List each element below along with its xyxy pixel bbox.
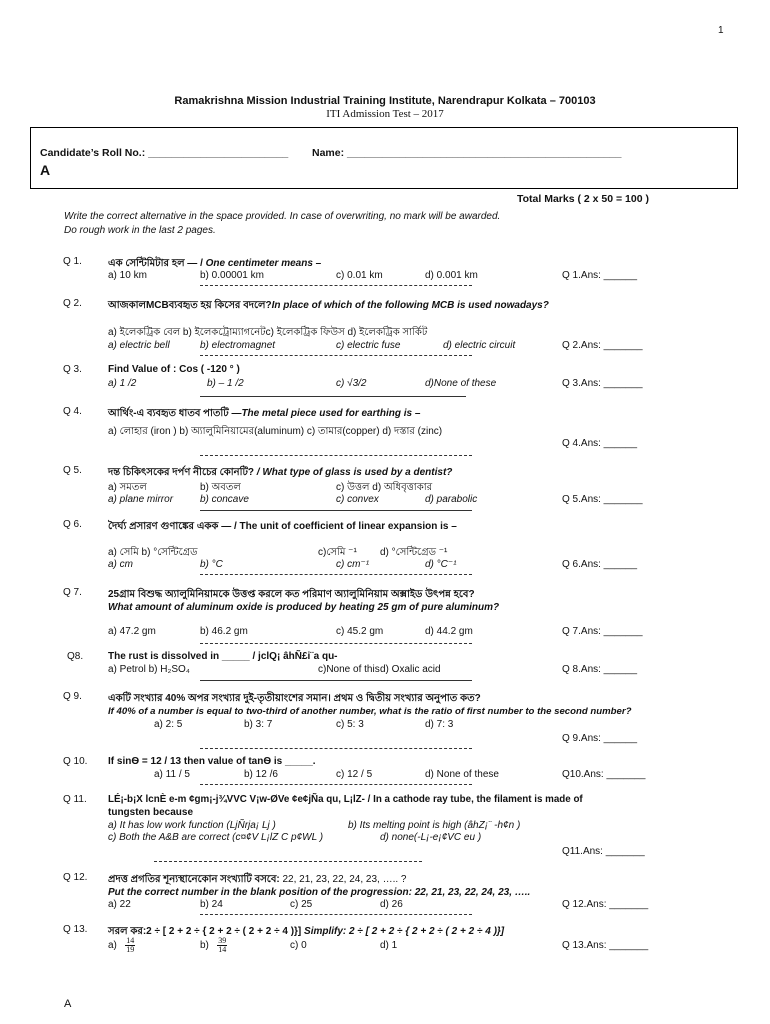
- q12-number: Q 12.: [63, 872, 88, 883]
- rough-line: [200, 574, 472, 575]
- q7-number: Q 7.: [63, 587, 82, 598]
- q11-text: LÉ¡-b¡X lcnÈ e-m ¢gm¡-j¾VVC V¡w-ØVe ¢e¢jÑa qu, L¡lZ- / In a cathode ray tube, the filament is made of: [108, 794, 583, 805]
- q13-option-b: b) $\frac{39}{14}$: [200, 936, 227, 954]
- page-number: 1: [718, 25, 724, 36]
- q12-text: প্রদত্ত প্রগতির শূন্যস্থানেকোন সংখ্যাটি বসবে: 22, 21, 23, 22, 24, 23, ….. ?: [108, 874, 407, 885]
- q2-answer[interactable]: Q 2.Ans: _______: [562, 340, 643, 351]
- q9-text-bn: একটি সংখ্যার 40% অপর সংখ্যার দুই-তৃতীয়াংশের সমান। প্রথম ও দ্বিতীয় সংখ্যার অনুপাত কত?: [108, 693, 481, 704]
- q12-text-en: Put the correct number in the blank position of the progression: 22, 21, 23, 22, 24, 23, …..: [108, 887, 531, 898]
- q13-answer[interactable]: Q 13.Ans: _______: [562, 940, 649, 951]
- rough-line: [200, 355, 472, 356]
- q13-option-a: a) $\frac{14}{19}$: [108, 936, 135, 954]
- q7-answer[interactable]: Q 7.Ans: _______: [562, 626, 643, 637]
- q5-answer[interactable]: Q 5.Ans: _______: [562, 494, 643, 505]
- q4-answer[interactable]: Q 4.Ans: ______: [562, 438, 638, 449]
- q1-option-a: a) 10 km: [108, 270, 147, 281]
- q6-option-a: a) cm: [108, 559, 133, 570]
- q12-option-b: b) 24: [200, 899, 223, 910]
- q13-number: Q 13.: [63, 924, 88, 935]
- q8-option-ab: a) Petrol b) H₂SO₄: [108, 664, 190, 675]
- q9-number: Q 9.: [63, 691, 82, 702]
- q13-option-d: d) 1: [380, 940, 398, 951]
- q9-answer[interactable]: Q 9.Ans: ______: [562, 733, 638, 744]
- q11-number: Q 11.: [63, 794, 87, 805]
- institute-title: Ramakrishna Mission Industrial Training Institute, Narendrapur Kolkata – 700103: [174, 95, 596, 107]
- q5-option-c: c) convex: [336, 494, 379, 505]
- q2-options-bengali: a) ইলেকট্রিক বেল b) ইলেকট্রোম্যাগনেটc) ইলেকট্রিক ফিউস d) ইলেকট্রিক সার্কিট: [108, 327, 428, 338]
- q6-number: Q 6.: [63, 519, 82, 530]
- q1-number: Q 1.: [63, 256, 82, 267]
- q5-option-b: b) concave: [200, 494, 249, 505]
- fraction-b: $\frac{39}{14}$: [218, 936, 227, 954]
- q2-option-b: b) electromagnet: [200, 340, 276, 351]
- q12-answer[interactable]: Q 12.Ans: _______: [562, 899, 649, 910]
- rough-line: [200, 914, 472, 915]
- q13-text: সরল কর:2 ÷ [ 2 + 2 ÷ { 2 + 2 ÷ ( 2 + 2 ÷ 4 )}] Simplify: 2 ÷ [ 2 + 2 ÷ { 2 + 2 ÷ ( 2 + 2 ÷ 4 )}]: [108, 926, 505, 937]
- q2-option-d: d) electric circuit: [443, 340, 516, 351]
- q9-text-en: If 40% of a number is equal to two-third of another number, what is the ratio of first number to the second number?: [108, 706, 632, 717]
- q5-option-b-bn: b) অবতল: [200, 482, 241, 493]
- q5-number: Q 5.: [63, 465, 82, 476]
- q10-number: Q 10.: [63, 756, 88, 767]
- q10-option-d: d) None of these: [425, 769, 499, 780]
- q8-answer[interactable]: Q 8.Ans: ______: [562, 664, 638, 675]
- rough-line: [200, 285, 472, 286]
- q9-option-a: a) 2: 5: [154, 719, 183, 730]
- q11-option-b: b) Its melting point is high (âhZ¡¨ -h¢n ): [348, 820, 521, 831]
- q3-option-d: d)None of these: [425, 378, 497, 389]
- q9-option-c: c) 5: 3: [336, 719, 364, 730]
- q5-option-a: a) plane mirror: [108, 494, 174, 505]
- q11-text-cont: tungsten because: [108, 807, 194, 818]
- q6-option-d: d) °C⁻¹: [425, 559, 457, 570]
- q2-option-c: c) electric fuse: [336, 340, 401, 351]
- q5-text: দন্ত চিকিৎসকের দর্পণ নীচের কোনটি? / What type of glass is used by a dentist?: [108, 467, 453, 478]
- q7-option-c: c) 45.2 gm: [336, 626, 384, 637]
- q8-number: Q8.: [67, 651, 84, 662]
- q9-option-b: b) 3: 7: [244, 719, 273, 730]
- rough-line: [200, 510, 472, 511]
- roll-number-field[interactable]: Candidate’s Roll No.: ________________________: [40, 147, 289, 159]
- q2-number: Q 2.: [63, 298, 82, 309]
- name-field[interactable]: Name: _______________________________________________: [312, 147, 622, 159]
- q3-option-c: c) √3/2: [336, 378, 367, 389]
- q3-answer[interactable]: Q 3.Ans: _______: [562, 378, 643, 389]
- q10-answer[interactable]: Q10.Ans: _______: [562, 769, 646, 780]
- q7-option-b: b) 46.2 gm: [200, 626, 248, 637]
- q9-option-d: d) 7: 3: [425, 719, 454, 730]
- rough-line: [200, 643, 472, 644]
- rough-line: [200, 396, 466, 397]
- q12-option-d: d) 26: [380, 899, 403, 910]
- q10-option-c: c) 12 / 5: [336, 769, 373, 780]
- total-marks: Total Marks ( 2 x 50 = 100 ): [517, 193, 649, 205]
- q4-options: a) লোহার (iron ) b) অ্যালুমিনিয়ামের(aluminum) c) তামার(copper) d) দস্তার (zinc): [108, 426, 443, 437]
- q13-option-c: c) 0: [290, 940, 307, 951]
- q6-option-ab-bn: a) সেমি b) °সেন্টিগ্রেড: [108, 547, 198, 558]
- q3-number: Q 3.: [63, 364, 82, 375]
- q4-text: আর্থিং-এ ব্যবহৃত ধাতব পাতটি —The metal piece used for earthing is –: [108, 408, 421, 419]
- q5-option-d: d) parabolic: [425, 494, 478, 505]
- q12-option-c: c) 25: [290, 899, 313, 910]
- q1-text: এক সেন্টিমিটার হল — / One centimeter means –: [108, 258, 322, 269]
- q6-text: দৈর্ঘ্য প্রসারণ গুণাঙ্কের একক — / The unit of coefficient of linear expansion is –: [108, 521, 457, 532]
- q1-option-d: d) 0.001 km: [425, 270, 478, 281]
- q7-text-bn: 25গ্রাম বিশুদ্ধ অ্যালুমিনিয়ামকে উত্তপ্ত করলে কত পরিমাণ অ্যালুমিনিয়াম অক্সাইড উৎপন্ন হবে?: [108, 589, 475, 600]
- q7-option-d: d) 44.2 gm: [425, 626, 473, 637]
- q4-number: Q 4.: [63, 406, 82, 417]
- rough-line: [200, 680, 472, 681]
- q12-option-a: a) 22: [108, 899, 131, 910]
- footer-set-label: A: [64, 998, 72, 1010]
- rough-line: [200, 455, 472, 456]
- q11-option-a: a) It has low work function (LjÑrja¡ Lj ): [108, 820, 276, 831]
- q2-text: আজকালMCBব্যবহৃত হয় কিসের বদলে?In place of which of the following MCB is used nowadays?: [108, 300, 549, 311]
- rough-line: [200, 748, 472, 749]
- instruction-line-2: Do rough work in the last 2 pages.: [64, 225, 216, 236]
- rough-line: [200, 784, 472, 785]
- q8-option-d: d) Oxalic acid: [380, 664, 441, 675]
- q10-text: If sinѲ = 12 / 13 then value of tanѲ is _____.: [108, 756, 316, 767]
- q8-option-c: c)None of this: [318, 664, 380, 675]
- instruction-line-1: Write the correct alternative in the space provided. In case of overwriting, no mark will be awarded.: [64, 211, 501, 222]
- q7-text-en: What amount of aluminum oxide is produced by heating 25 gm of pure aluminum?: [108, 602, 500, 613]
- q10-option-b: b) 12 /6: [244, 769, 278, 780]
- fraction-a: $\frac{14}{19}$: [126, 936, 135, 954]
- q3-option-b: b) – 1 /2: [207, 378, 244, 389]
- q7-option-a: a) 47.2 gm: [108, 626, 156, 637]
- rough-line: [154, 861, 422, 862]
- q11-option-d: d) none(-L¡-e¡¢VC eu ): [380, 832, 482, 843]
- q6-option-b: b) °C: [200, 559, 223, 570]
- q10-option-a: a) 11 / 5: [154, 769, 190, 780]
- q5-option-a-bn: a) সমতল: [108, 482, 147, 493]
- q1-answer[interactable]: Q 1.Ans: ______: [562, 270, 638, 281]
- q6-option-c: c) cm⁻¹: [336, 559, 370, 570]
- q3-option-a: a) 1 /2: [108, 378, 137, 389]
- q8-text: The rust is dissolved in _____ / jclQ¡ âhÑ£i¨a qu-: [108, 651, 338, 662]
- q6-option-d-bn: d) °সেন্টিগ্রেড ⁻¹: [380, 547, 448, 558]
- q2-option-a: a) electric bell: [108, 340, 170, 351]
- q11-option-c: c) Both the A&B are correct (c¤¢V L¡lZ C p¢WL ): [108, 832, 324, 843]
- q3-text: Find Value of : Cos ( -120 ° ): [108, 364, 240, 375]
- q11-answer[interactable]: Q11.Ans: _______: [562, 846, 645, 857]
- q6-option-c-bn: c)সেমি ⁻¹: [318, 547, 357, 558]
- q1-option-b: b) 0.00001 km: [200, 270, 264, 281]
- set-label: A: [40, 162, 51, 178]
- exam-subtitle: ITI Admission Test – 2017: [326, 108, 444, 120]
- q1-option-c: c) 0.01 km: [336, 270, 383, 281]
- q5-option-cd-bn: c) উত্তল d) অধিবৃত্তাকার: [336, 482, 433, 493]
- q6-answer[interactable]: Q 6.Ans: ______: [562, 559, 638, 570]
